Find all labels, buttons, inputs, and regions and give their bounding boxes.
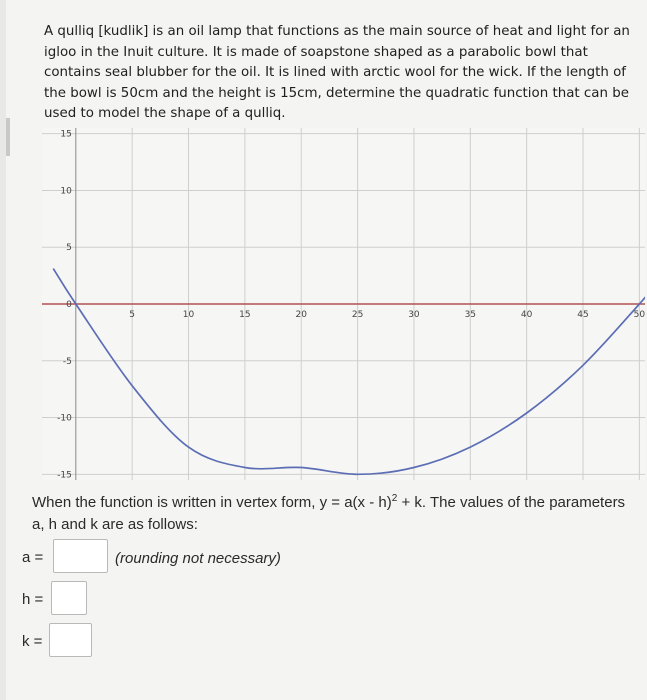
x-tick-label: 45 bbox=[577, 310, 589, 320]
vertex-form-formula bbox=[320, 494, 398, 511]
answer-label-a: a = bbox=[22, 549, 44, 566]
prompt-text-before: When the function is written in vertex form, bbox=[32, 494, 316, 511]
graph-canvas bbox=[42, 128, 645, 480]
y-tick-label: -5 bbox=[62, 356, 72, 367]
prompt-text-line2: a, h and k are as follows: bbox=[32, 516, 198, 533]
x-tick-label: 20 bbox=[295, 310, 307, 320]
answer-input-h[interactable] bbox=[51, 581, 87, 615]
question-text: A qulliq [kudlik] is an oil lamp that functions as the main source of heat and light for an igloo in the Inuit culture. It is made of soapstone shaped as a parabolic bowl that contains seal blubber for the oil. It is lined with arctic wool for the wick. If the length of the bowl is 50cm and the height is 15cm, determine the quadratic function that can be used to model the shape of a qulliq. bbox=[44, 24, 630, 122]
y-tick-label: 5 bbox=[66, 243, 72, 254]
x-tick-label: 5 bbox=[129, 310, 136, 320]
formula-base: y = a(x - h) bbox=[319, 494, 392, 511]
x-tick-label: 50 bbox=[633, 310, 645, 320]
x-tick-label: 25 bbox=[351, 310, 364, 320]
y-tick-label: 0 bbox=[66, 300, 72, 310]
y-tick-label: 10 bbox=[60, 186, 72, 197]
page-edge-marker bbox=[6, 118, 10, 156]
y-tick-label: 15 bbox=[60, 129, 72, 140]
x-tick-label: 10 bbox=[182, 310, 195, 320]
answer-label-h: h = bbox=[22, 591, 44, 608]
worksheet-page bbox=[6, 0, 647, 700]
x-tick-label: 15 bbox=[239, 310, 251, 320]
y-tick-label: -15 bbox=[57, 470, 72, 480]
formula-exponent: 2 bbox=[391, 493, 398, 504]
x-tick-label: 30 bbox=[408, 310, 420, 320]
answer-input-k[interactable] bbox=[49, 623, 92, 657]
prompt-text-after: + k. The values of the parameters bbox=[397, 494, 626, 511]
y-tick-label: -10 bbox=[57, 413, 72, 424]
parabola-graph bbox=[42, 128, 645, 480]
vertex-form-prompt bbox=[32, 488, 647, 536]
answer-label-k: k = bbox=[22, 633, 43, 650]
rounding-note: (rounding not necessary) bbox=[115, 550, 281, 567]
x-tick-label: 35 bbox=[464, 310, 477, 320]
x-tick-label: 40 bbox=[520, 310, 533, 320]
answer-input-a[interactable] bbox=[53, 539, 108, 573]
